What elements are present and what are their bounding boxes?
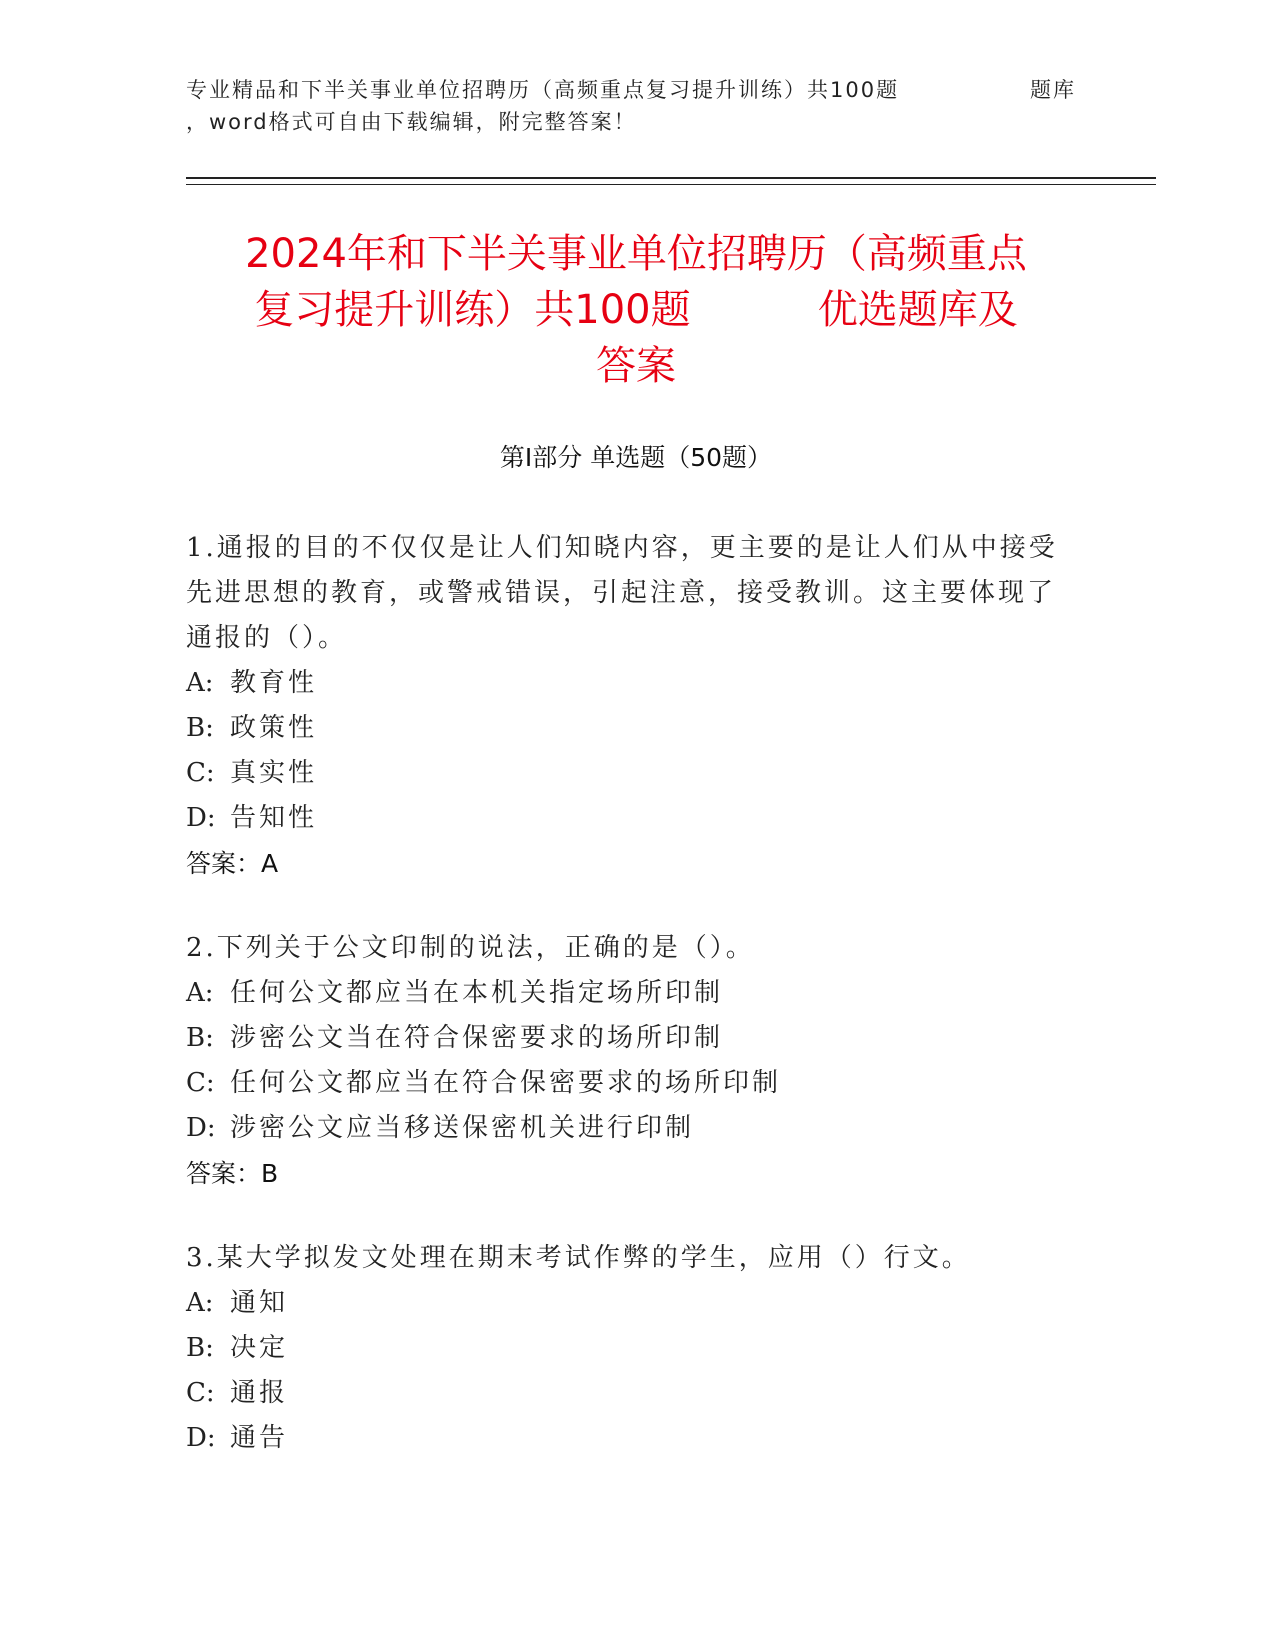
option-text: 涉密公文当在符合保密要求的场所印制	[230, 1023, 724, 1053]
option-d	[186, 796, 1066, 841]
option-text: 涉密公文应当移送保密机关进行印制	[230, 1113, 695, 1143]
option-text: 政策性	[230, 713, 318, 743]
question-stem-line: 3.某大学拟发文处理在期末考试作弊的学生，应用（）行文。	[186, 1243, 971, 1273]
option-b	[186, 1016, 1066, 1061]
header-divider-thick	[186, 177, 1156, 179]
option-letter: B:	[186, 1333, 214, 1363]
question-list	[186, 526, 1066, 1501]
question-stem-line: 先进思想的教育，或警戒错误，引起注意，接受教训。这主要体现了	[186, 578, 1057, 608]
option-letter: B:	[186, 1023, 214, 1053]
option-text: 决定	[230, 1333, 289, 1363]
option-letter: A:	[186, 978, 214, 1008]
question-stem-line: 2.下列关于公文印制的说法，正确的是（）。	[186, 933, 755, 963]
option-a	[186, 661, 1066, 706]
option-text: 告知性	[230, 803, 318, 833]
option-c	[186, 1061, 1066, 1106]
question-1	[186, 526, 1066, 886]
header-line-2: ，word格式可自由下载编辑，附完整答案！	[186, 110, 637, 134]
page-header	[186, 74, 1086, 138]
option-text: 任何公文都应当在本机关指定场所印制	[230, 978, 724, 1008]
option-d	[186, 1416, 1066, 1461]
question-2	[186, 926, 1066, 1196]
option-letter: C:	[186, 1068, 215, 1098]
option-letter: A:	[186, 1288, 214, 1318]
title-line-2: 复习提升训练）共100题 优选题库及	[254, 287, 1018, 333]
option-a	[186, 1281, 1066, 1326]
option-letter: D:	[186, 803, 216, 833]
option-letter: C:	[186, 1378, 215, 1408]
answer-line: 答案：A	[186, 849, 279, 878]
option-text: 通报	[230, 1378, 289, 1408]
option-c	[186, 1371, 1066, 1416]
option-text: 任何公文都应当在符合保密要求的场所印制	[230, 1068, 782, 1098]
option-a	[186, 971, 1066, 1016]
question-stem-line: 通报的（）。	[186, 623, 348, 653]
option-letter: D:	[186, 1423, 216, 1453]
option-b	[186, 1326, 1066, 1371]
option-letter: B:	[186, 713, 214, 743]
option-letter: C:	[186, 758, 215, 788]
question-3	[186, 1236, 1066, 1461]
question-stem-line: 1.通报的目的不仅仅是让人们知晓内容，更主要的是让人们从中接受	[186, 533, 1058, 563]
header-line-1: 专业精品和下半关事业单位招聘历（高频重点复习提升训练）共100题	[186, 78, 900, 102]
title-line-3: 答案	[596, 343, 676, 389]
option-letter: D:	[186, 1113, 216, 1143]
header-tag: 题库	[1030, 78, 1076, 102]
option-letter: A:	[186, 668, 214, 698]
option-text: 通告	[230, 1423, 289, 1453]
answer-line: 答案：B	[186, 1159, 279, 1188]
option-text: 真实性	[230, 758, 318, 788]
option-d	[186, 1106, 1066, 1151]
header-divider-thin	[186, 184, 1156, 185]
document-title	[186, 226, 1086, 394]
section-title: 第Ⅰ部分 单选题（50题）	[499, 443, 773, 472]
option-text: 教育性	[230, 668, 318, 698]
option-text: 通知	[230, 1288, 289, 1318]
option-c	[186, 751, 1066, 796]
title-line-1: 2024年和下半关事业单位招聘历（高频重点	[245, 231, 1027, 277]
option-b	[186, 706, 1066, 751]
